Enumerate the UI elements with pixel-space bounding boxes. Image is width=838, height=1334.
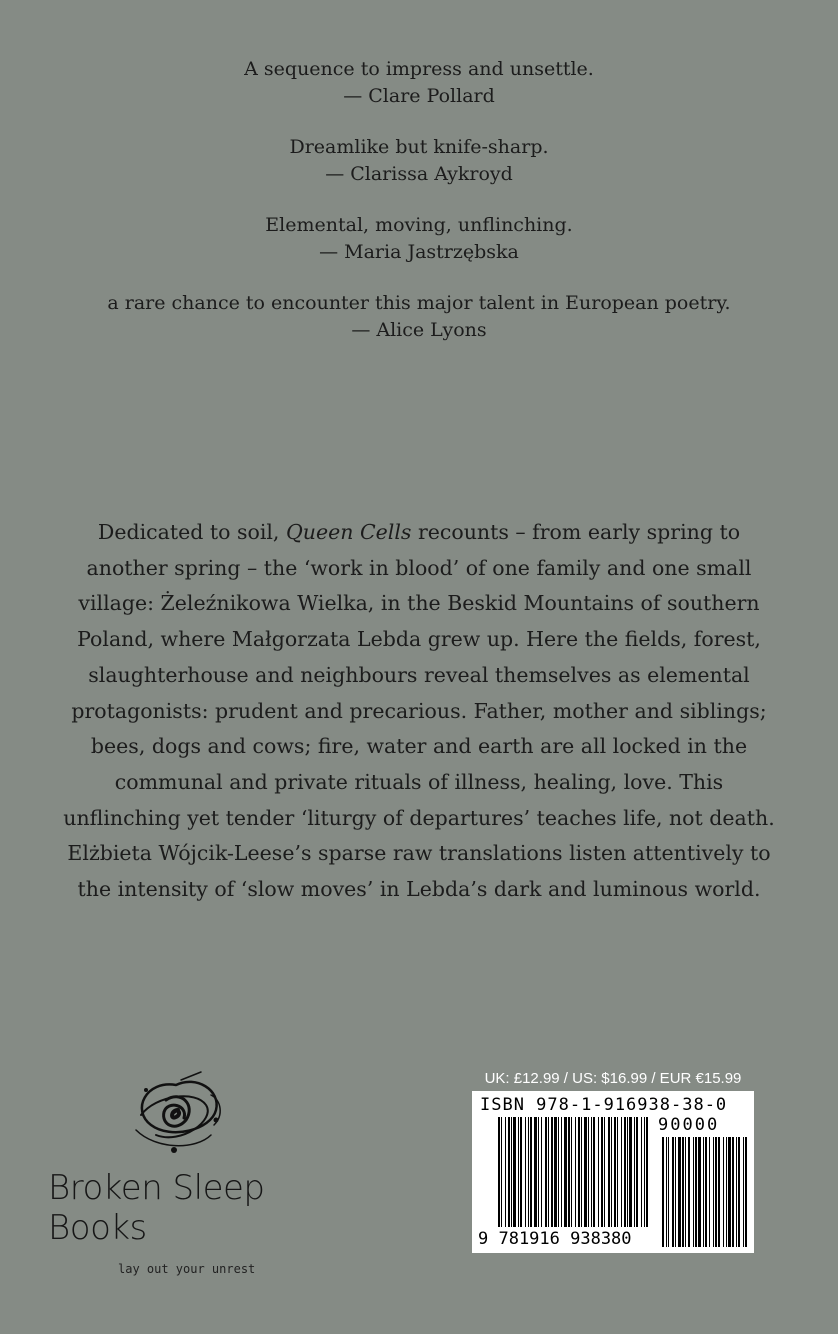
- barcode-bar: [558, 1117, 559, 1227]
- addon-bar: [728, 1137, 731, 1247]
- blurb: [0, 134, 838, 188]
- addon-bar: [709, 1137, 710, 1247]
- addon-bar: [703, 1137, 704, 1247]
- book-title: Queen Cells: [285, 520, 412, 544]
- addon-bar: [678, 1137, 681, 1247]
- barcode-bar: [520, 1117, 522, 1227]
- barcode-bar: [608, 1117, 610, 1227]
- blurb: [0, 212, 838, 266]
- addon-bar: [675, 1137, 676, 1247]
- addon-bar: [732, 1137, 734, 1247]
- publisher-name: Broken Sleep Books: [48, 1168, 265, 1248]
- addon-bar: [743, 1137, 744, 1247]
- barcode-bar: [534, 1117, 537, 1227]
- description-body: recounts – from early spring to another spring – the ‘work in blood’ of one family and one small village: Żeleźnikowa Wielka, in the Beskid Mountains of southern Poland, where Małgorzata Lebda grew up. Here the fields, forest, slaughterhouse and neighbours reveal themselves as elemental protagonists: prudent and precarious. Father, mother and siblings; bees, dogs and cows; fire, water and earth are all locked in the communal and private rituals of illness, healing, love. This unflinching yet tender ‘liturgy of departures’ teaches life, not death. Elżbieta Wójcik-Leese’s sparse raw translations listen attentively to the intensity of ‘slow moves’ in Lebda’s dark and luminous world.: [63, 520, 775, 902]
- barcode-bar: [646, 1117, 648, 1227]
- blurb-attribution: — Clarissa Aykroyd: [325, 163, 513, 185]
- addon-bar: [715, 1137, 717, 1247]
- publisher-block: [48, 1070, 313, 1276]
- barcode-bar: [554, 1117, 557, 1227]
- blurb-attribution: — Alice Lyons: [351, 319, 487, 341]
- barcode-bar: [568, 1117, 570, 1227]
- barcode-bar: [551, 1117, 553, 1227]
- addon-bar: [718, 1137, 720, 1247]
- barcode-bar: [530, 1117, 532, 1227]
- addon-bar: [698, 1137, 701, 1247]
- barcode-bar: [627, 1117, 628, 1227]
- addon-bar: [726, 1137, 727, 1247]
- barcode-bar: [629, 1117, 632, 1227]
- barcode-bar: [584, 1117, 587, 1227]
- addon-bar: [705, 1137, 707, 1247]
- barcode-bar: [617, 1117, 618, 1227]
- addon-bar: [693, 1137, 694, 1247]
- barcode-bar: [508, 1117, 510, 1227]
- blurb-attribution: — Maria Jastrzębska: [319, 241, 519, 263]
- scribble-logo-icon: [126, 1070, 226, 1160]
- barcode-bar: [571, 1117, 572, 1227]
- blurb: [0, 56, 838, 110]
- barcode-bar: [541, 1117, 542, 1227]
- barcode-bar: [644, 1117, 645, 1227]
- barcode-bar: [564, 1117, 567, 1227]
- barcode-bar: [518, 1117, 519, 1227]
- addon-bar: [723, 1137, 724, 1247]
- publisher-tagline: lay out your unrest: [118, 1262, 256, 1276]
- barcode-bar: [601, 1117, 603, 1227]
- barcode-bar: [581, 1117, 582, 1227]
- barcode-bar: [575, 1117, 576, 1227]
- addon-bar: [682, 1137, 684, 1247]
- barcode-bar: [636, 1117, 638, 1227]
- isbn-text: ISBN 978-1-916938-38-0: [480, 1095, 728, 1115]
- addon-bar: [666, 1137, 667, 1247]
- addon-bar: [685, 1137, 686, 1247]
- addon-bar: [738, 1137, 740, 1247]
- description-intro: Dedicated to soil,: [97, 520, 286, 544]
- blurb-quote: a rare chance to encounter this major talent in European poetry.: [107, 292, 731, 314]
- barcode-bar: [641, 1117, 642, 1227]
- barcode-bar: [561, 1117, 562, 1227]
- barcode: [472, 1091, 754, 1253]
- barcode-bar: [588, 1117, 589, 1227]
- addon-bar: [736, 1137, 737, 1247]
- barcode-bar: [498, 1117, 500, 1227]
- price-line: UK: £12.99 / US: $16.99 / EUR €15.99: [484, 1070, 742, 1087]
- addon-bar: [745, 1137, 747, 1247]
- barcode-bar: [593, 1117, 595, 1227]
- barcode-bar: [621, 1117, 622, 1227]
- addon-bar: [688, 1137, 690, 1247]
- barcode-bar: [525, 1117, 526, 1227]
- barcode-bar: [513, 1117, 516, 1227]
- barcode-bar: [614, 1117, 616, 1227]
- barcode-bar: [511, 1117, 512, 1227]
- barcode-bar: [634, 1117, 635, 1227]
- barcode-bar: [545, 1117, 547, 1227]
- barcode-bar: [538, 1117, 539, 1227]
- addon-bar: [695, 1137, 697, 1247]
- blurb-quote: A sequence to impress and unsettle.: [244, 58, 594, 80]
- barcode-bar: [578, 1117, 580, 1227]
- barcode-bar: [528, 1117, 529, 1227]
- barcode-bar: [604, 1117, 605, 1227]
- addon-bar: [672, 1137, 674, 1247]
- addon-bar: [668, 1137, 669, 1247]
- addon-bar: [713, 1137, 714, 1247]
- ean-digits: 9 781916 938380: [478, 1229, 632, 1249]
- barcode-bar: [505, 1117, 506, 1227]
- barcode-bar: [624, 1117, 626, 1227]
- barcode-bar: [548, 1117, 549, 1227]
- book-description: [62, 515, 776, 908]
- blurb-quote: Elemental, moving, unflinching.: [265, 214, 573, 236]
- barcode-bar: [501, 1117, 502, 1227]
- blurb: [0, 290, 838, 344]
- blurb-quote: Dreamlike but knife-sharp.: [289, 136, 549, 158]
- barcode-bar: [591, 1117, 592, 1227]
- addon-bar: [662, 1137, 664, 1247]
- blurbs-section: [0, 56, 838, 368]
- barcode-bar: [611, 1117, 612, 1227]
- blurb-attribution: — Clare Pollard: [343, 85, 495, 107]
- barcode-bar: [598, 1117, 599, 1227]
- barcode-addon-code: 90000: [658, 1115, 720, 1135]
